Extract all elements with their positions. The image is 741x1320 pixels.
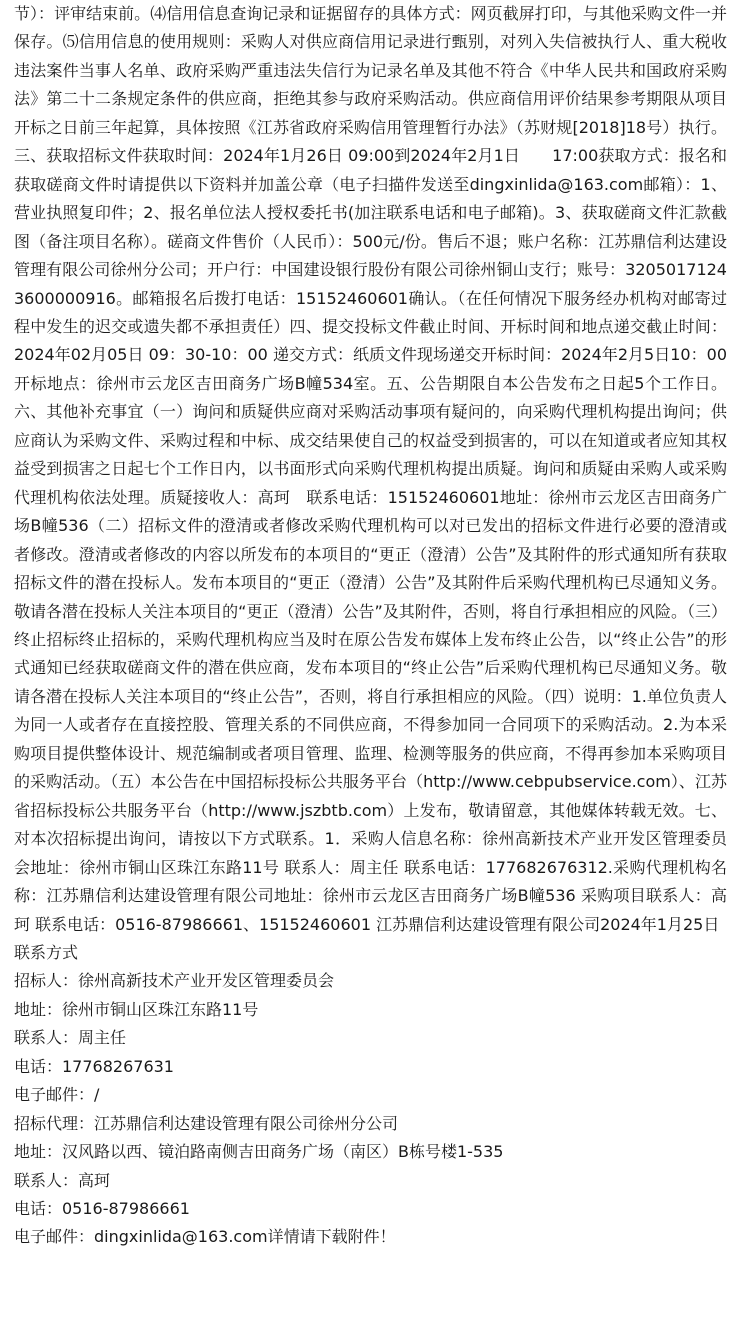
agent-address: 地址：汉风路以西、镜泊路南侧吉田商务广场（南区）B栋号楼1-535 bbox=[14, 1142, 504, 1162]
announcement-body-text: 节）：评审结束前。⑷信用信息查询记录和证据留存的具体方式：网页截屏打印，与其他采购文件一并保存。⑸信用信息的使用规则：采购人对供应商信用记录进行甄别，对列入失信被执行人、重大税收违法案件当事人名单、政府采购严重违法失信行为记录名单及其他不符合《中华人民共和国政府采购法》第二十二条规定条件的供应商，拒绝其参与政府采购活动。供应商信用评价结果参考期限从项目开标之日前三年起算，具体按照《江苏省政府采购信用管理暂行办法》（苏财规[2018]18号）执行。三、获取招标文件获取时间：2024年1月26日 09:00到2024年2月1日 17:00获取方式：报名和获取磋商文件时请提供以下资料并加盖公章（电子扫描件发送至dingxinlida@163.com邮箱）：1、营业执照复印件；2、报名单位法人授权委托书(加注联系电话和电子邮箱)。3、获取磋商文件汇款截图（备注项目名称）。磋商文件售价（人民币）：500元/份。售后不退；账户名称：江苏鼎信利达建设管理有限公司徐州分公司；开户行：中国建设银行股份有限公司徐州铜山支行；账号：32050171243600000916。邮箱报名后拨打电话：15152460601确认。（在任何情况下服务经办机构对邮寄过程中发生的迟交或遗失都不承担责任）四、提交投标文件截止时间、开标时间和地点递交截止时间：2024年02月05日 09：30-10：00 递交方式：纸质文件现场递交开标时间：2024年2月5日10：00开标地点：徐州市云龙区吉田商务广场B幢534室。五、公告期限自本公告发布之日起5个工作日。六、其他补充事宜（一）询问和质疑供应商对采购活动事项有疑问的，向采购代理机构提出询问；供应商认为采购文件、采购过程和中标、成交结果使自己的权益受到损害的，可以在知道或者应知其权益受到损害之日起七个工作日内，以书面形式向采购代理机构提出质疑。询问和质疑由采购人或采购代理机构依法处理。质疑接收人：高珂 联系电话：15152460601地址：徐州市云龙区吉田商务广场B幢536（二）招标文件的澄清或者修改采购代理机构可以对已发出的招标文件进行必要的澄清或者修改。澄清或者修改的内容以所发布的本项目的“更正（澄清）公告”及其附件的形式通知所有获取招标文件的潜在投标人。发布本项目的“更正（澄清）公告”及其附件后采购代理机构已尽通知义务。敬请各潜在投标人关注本项目的“更正（澄清）公告”及其附件，否则，将自行承担相应的风险。（三）终止招标终止招标的，采购代理机构应当及时在原公告发布媒体上发布终止公告，以“终止公告”的形式通知已经获取磋商文件的潜在供应商，发布本项目的“终止公告”后采购代理机构已尽通知义务。敬请各潜在投标人关注本项目的“终止公告”，否则，将自行承担相应的风险。（四）说明：1.单位负责人为同一人或者存在直接控股、管理关系的不同供应商，不得参加同一合同项下的采购活动。2.为本采购项目提供整体设计、规范编制或者项目管理、监理、检测等服务的供应商，不得再参加本采购项目的采购活动。（五）本公告在中国招标投标公共服务平台（http://www.cebpubservice.com）、江苏省招标投标公共服务平台（http://www.jszbtb.com）上发布，敬请留意，其他媒体转载无效。七、对本次招标提出询问，请按以下方式联系。1．采购人信息名称：徐州高新技术产业开发区管理委员会地址：徐州市铜山区珠江东路11号 联系人：周主任 联系电话：177682676312.采购代理机构名称：江苏鼎信利达建设管理有限公司地址：徐州市云龙区吉田商务广场B幢536 采购项目联系人：高珂 联系电话：0516-87986661、15152460601 江苏鼎信利达建设管理有限公司2024年1月25日 bbox=[14, 4, 727, 934]
agent-name: 招标代理：江苏鼎信利达建设管理有限公司徐州分公司 bbox=[14, 1113, 399, 1133]
tenderer-phone: 电话：17768267631 bbox=[14, 1056, 174, 1076]
contact-heading: 联系方式 bbox=[14, 942, 79, 962]
tenderer-contact-person: 联系人：周主任 bbox=[14, 1028, 127, 1048]
agent-contact-person: 联系人：高珂 bbox=[14, 1170, 111, 1190]
tenderer-address: 地址：徐州市铜山区珠江东路11号 bbox=[14, 999, 259, 1019]
tenderer-name: 招标人：徐州高新技术产业开发区管理委员会 bbox=[14, 971, 335, 991]
contact-section bbox=[14, 939, 727, 1252]
tenderer-email: 电子邮件：/ bbox=[14, 1085, 100, 1105]
agent-phone: 电话：0516-87986661 bbox=[14, 1199, 190, 1219]
agent-email: 电子邮件：dingxinlida@163.com详情请下载附件！ bbox=[14, 1227, 396, 1247]
